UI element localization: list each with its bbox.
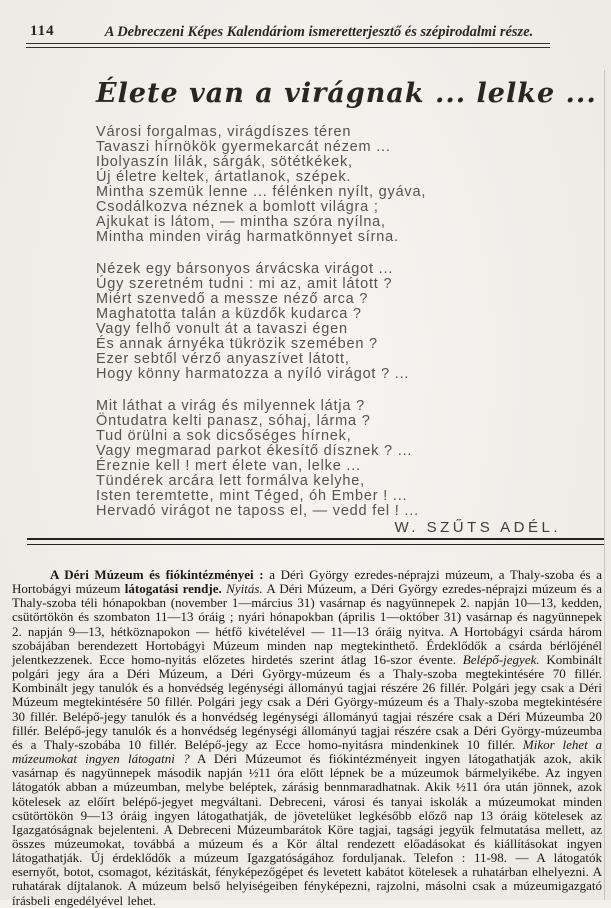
page-header (28, 22, 550, 42)
poem-line: És annak árnyéka tükrözik szemében ? (96, 336, 378, 352)
poem-line: Vagy megmarad parkot ékesítő dísznek ? ... (96, 443, 413, 459)
poem-line: Miért szenvedő a messze néző arca ? (96, 291, 369, 307)
poem-line: Csodálkozva néznek a bomlott világra ; (96, 199, 379, 215)
poem-line: Városi forgalmas, virágdíszes téren (96, 124, 352, 140)
section-double-rule (27, 538, 604, 545)
poem-line: Mit láthat a virág és milyennek látja ? (96, 398, 365, 414)
poem-line: Úgy szeretném tudni : mi az, amit látott ? (96, 276, 393, 292)
poem-line: Ezer sebtől vérző anyaszívet látott, (96, 351, 350, 367)
poem-stanza-3 (96, 399, 597, 519)
poem-line: Vagy felhő vonult át a tavaszi égen (96, 321, 348, 337)
poem-line: Ajkukat is látom, — mintha szóra nyílna, (96, 214, 386, 230)
notice-text-segment: A Déri Múzeum, a Déri György ezredes-néprajzi múzeum és a Thaly-szoba téli hónapokban (november 1—március 31) vasárnap és nagyünnepek 2. napján 10—13, kedden, csütörtökön és szombaton 11—13 óráig ; nyári hónapokban (április 1—október 31) vasárnap és nagyünnepek 2. napján 9—13, hétköznapokon — hétfő kivételével — 11—13 óráig nyitva. A Hortobágyi csárda három szobájában berendezett Hortobágyi Múzeum minden nap megtekinthető. Érdeklődők a csárda bérlőjénél jelentkezzenek. Ecce homo-nyitás előzetes hirdetés szerint átlag 16-szor évente. (12, 581, 603, 667)
page-number: 114 (30, 23, 55, 39)
poem-stanza-1 (96, 125, 597, 245)
poem-line: Tavaszi hírnökök gyermekarcát nézem ... (96, 139, 391, 155)
poem-line: Nézek egy bársonyos árvácska virágot ... (96, 261, 394, 277)
poem-line: Öntudatra kelti panasz, sóhaj, lárma ? (96, 413, 371, 429)
museum-notice-paragraph (12, 568, 602, 908)
header-double-rule (26, 43, 550, 48)
poem-line: Új életre keltek, ártatlanok, szépek. (96, 169, 352, 185)
poem-stanza-2 (96, 262, 597, 382)
poem-line: Tündérek arcára lett formálva kelyhe, (96, 473, 365, 489)
poem-line: Tud örülni a sok dicsőséges hírnek, (96, 428, 352, 444)
notice-text-segment: A Déri Múzeum és fiókintézményei : (50, 567, 270, 582)
poem-author: W. SZŰTS ADÉL. (394, 519, 561, 536)
poem-line: Ibolyaszín lilák, sárgák, sötétkékek, (96, 154, 353, 170)
notice-text-segment: A Déri Múzeumot és fiókintézményeit ingyen látogathatják azok, akik vasárnap és nagyünnepek második napján ½11 óra előtt lépnek be a múzeumok bármelyikébe. Az ingyen látogatók abban a múzeumban, melybe beléptek, zárásig bennmaradhatnak. Akik ½11 óra után jönnek, azok kötelesek az előírt belépő-jegyet megváltani. Debreceni, városi és tanyai iskolák a múzeumokat minden csütörtökön 9—13 óráig ingyen látogathatják, de jövetelüket legkésőbb előző nap 13 óráig kötelesek az Igazgatóságnak bejelenteni. A Debreceni Múzeumbarátok Köre tagjai, tagsági jegyük felmutatása mellett, az összes múzeumokat, továbbá a múzeum és a Kör által rendezett előadásokat és kiállításokat ingyen látogathatják. Új érdeklődők a múzeum Igazgatóságához forduljanak. Telefon : 11-98. — A látogatók esernyőt, botot, csomagot, kézitáskát, fényképezőgépet és levetett kabátot kötelesek a ruhatárban elhelyezni. A ruhatárak díjtalanok. A múzeum belső helyiségeiben fényképezni, rajzolni, másolni csak a múzeumigazgató írásbeli engedélyével lehet. (12, 751, 602, 908)
poem-line: Hogy könny harmatozza a nyíló virágot ? ... (96, 366, 410, 382)
notice-text-segment: Kombinált polgári jegy ára a Déri Múzeum, a Déri György-múzeum és a Thaly-szoba megtekintésére 70 fillér. Kombinált jegy tanulók és a honvédség legénységi állományú tagjai részére 26 fillér. Polgári jegy csak a Déri Múzeum megtekintésére 50 fillér. Polgári jegy csak a Déri György-múzeum és a Thaly-szoba megtekintésére 30 fillér. Belépő-jegy tanulók és a honvédség legénységi állományú tagjai részére csak a Déri Múzeumba 20 fillér. Belépő-jegy tanulók és a honvédség legénységi állományú tagjai részére csak a Déri György-múzeumba és a Thaly-szobába 10 fillér. Belépő-jegy az Ecce homo-nyitásra mindenkinek 10 fillér. (12, 651, 603, 752)
notice-text-segment: Nyitás. (226, 581, 263, 597)
poem-line: Hervadó virágot ne taposs el, — vedd fel ! ... (96, 503, 419, 519)
scan-edge-artifact (604, 70, 605, 900)
poem-line: Éreznie kell ! mert élete van, lelke ... (96, 458, 361, 474)
poem (96, 78, 597, 536)
notice-text-segment: látogatási rendje. (124, 581, 222, 597)
notice-text-segment: a Déri György ezredes-néprajzi múzeum, a Thaly-szoba és a Hortobágyi múzeum (12, 567, 602, 597)
poem-line: Mintha minden virág harmatkönnyet sírna. (96, 229, 399, 245)
poem-line: Isten teremtette, mint Téged, óh Ember ! ... (96, 488, 408, 504)
poem-title: Élete van a virágnak ... lelke ... (96, 78, 597, 109)
poem-line: Mintha szemük lenne ... félénken nyílt, gyáva, (96, 184, 427, 200)
running-title: A Debreczeni Képes Kalendáriom ismeretterjesztő és szépirodalmi része. (104, 24, 534, 40)
notice-text-segment: Belépő-jegyek. (462, 651, 540, 667)
notice-text-segment: Mikor lehet a múzeumokat ingyen látogatni ? (12, 736, 602, 767)
poem-line: Maghatotta talán a küzdők kudarca ? (96, 306, 362, 322)
